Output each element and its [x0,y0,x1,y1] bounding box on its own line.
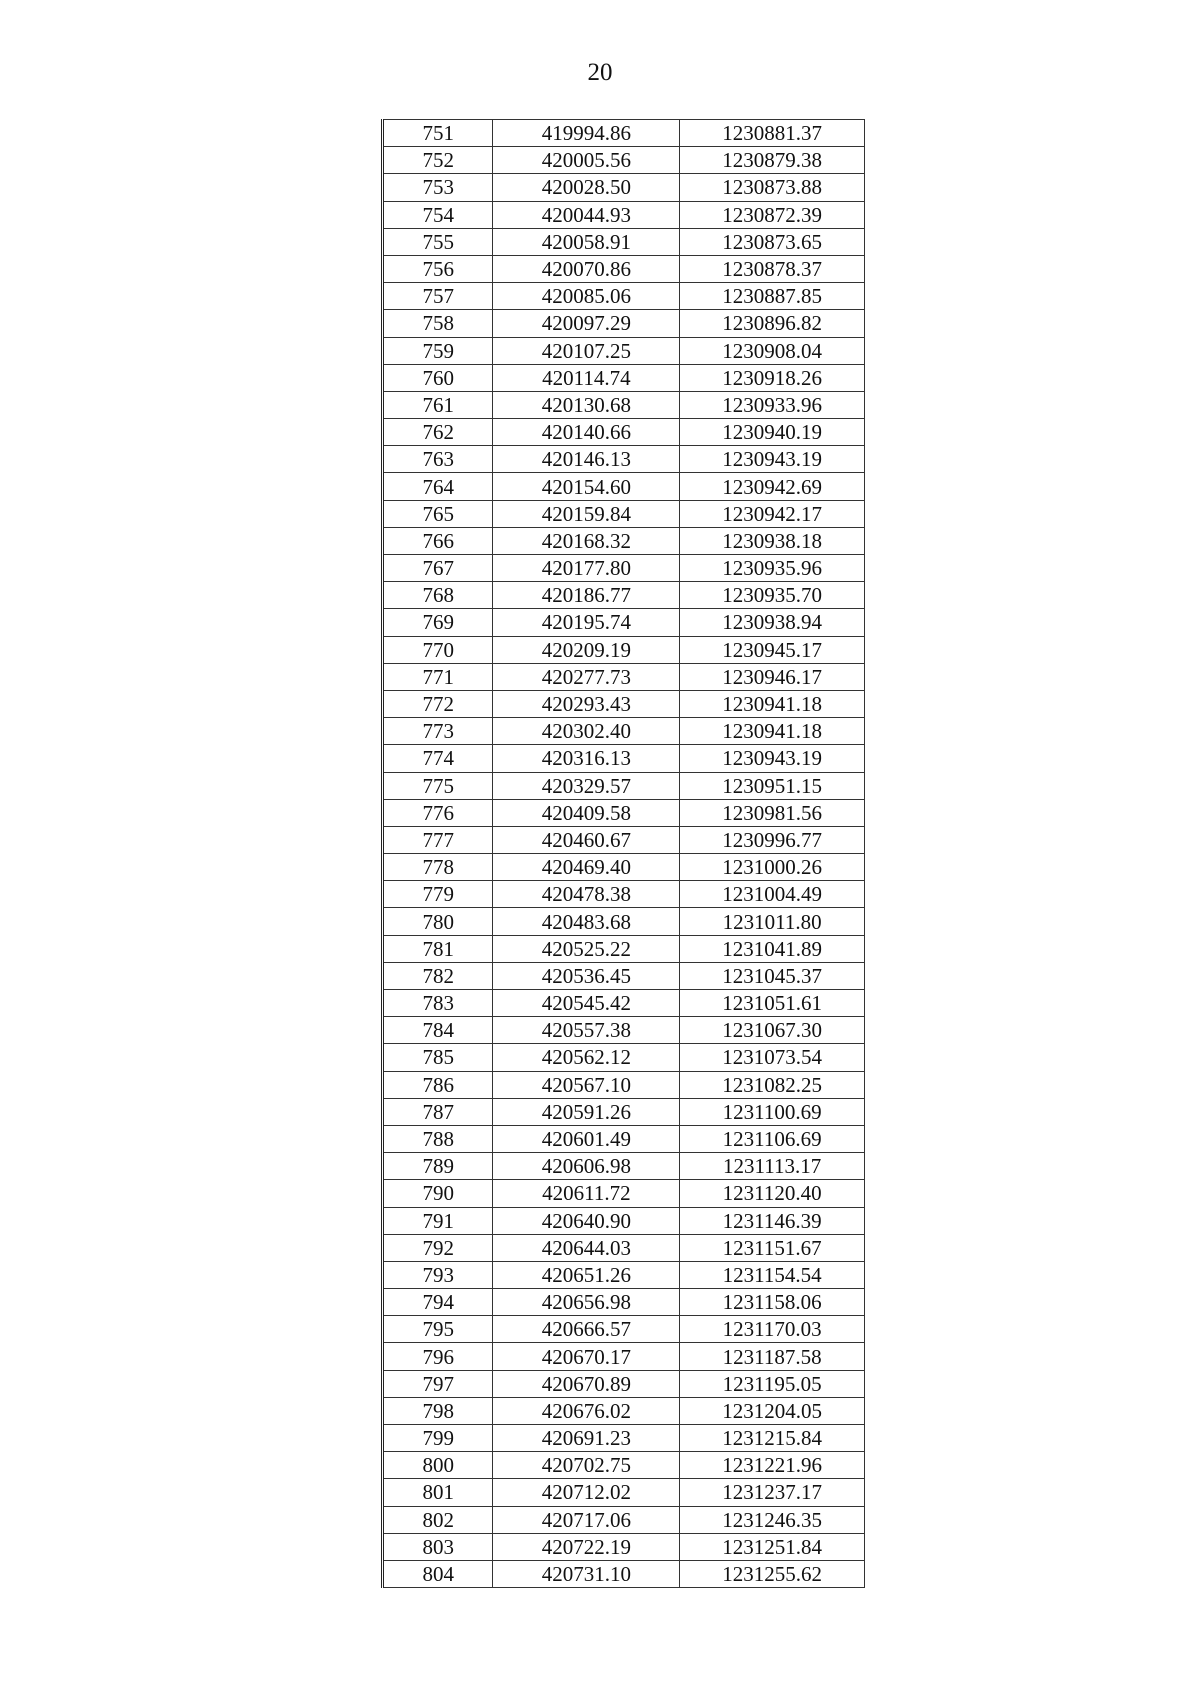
table-row [383,1370,865,1397]
point-number-cell: 785 [383,1044,493,1071]
y-coordinate-cell: 1231221.96 [680,1452,865,1479]
table-row [383,1044,865,1071]
table-row [383,1506,865,1533]
x-coordinate-cell: 420611.72 [493,1180,680,1207]
x-coordinate-cell: 420177.80 [493,555,680,582]
table-row [383,527,865,554]
x-coordinate-cell: 420722.19 [493,1533,680,1560]
x-coordinate-cell: 420702.75 [493,1452,680,1479]
x-coordinate-cell: 420731.10 [493,1560,680,1587]
y-coordinate-cell: 1230942.17 [680,500,865,527]
y-coordinate-cell: 1230941.18 [680,690,865,717]
point-number-cell: 792 [383,1234,493,1261]
point-number-cell: 798 [383,1397,493,1424]
table-row [383,745,865,772]
point-number-cell: 753 [383,174,493,201]
x-coordinate-cell: 420159.84 [493,500,680,527]
table-row [383,990,865,1017]
table-row [383,1316,865,1343]
y-coordinate-cell: 1230873.88 [680,174,865,201]
y-coordinate-cell: 1231100.69 [680,1098,865,1125]
point-number-cell: 764 [383,473,493,500]
table-row [383,473,865,500]
table-row [383,364,865,391]
point-number-cell: 797 [383,1370,493,1397]
point-number-cell: 803 [383,1533,493,1560]
x-coordinate-cell: 420717.06 [493,1506,680,1533]
y-coordinate-cell: 1230946.17 [680,663,865,690]
table-row [383,174,865,201]
x-coordinate-cell: 420670.17 [493,1343,680,1370]
x-coordinate-cell: 420606.98 [493,1153,680,1180]
table-row [383,419,865,446]
y-coordinate-cell: 1231045.37 [680,962,865,989]
point-number-cell: 763 [383,446,493,473]
y-coordinate-cell: 1230887.85 [680,283,865,310]
y-coordinate-cell: 1230938.94 [680,609,865,636]
point-number-cell: 762 [383,419,493,446]
point-number-cell: 773 [383,718,493,745]
x-coordinate-cell: 420545.42 [493,990,680,1017]
x-coordinate-cell: 420114.74 [493,364,680,391]
y-coordinate-cell: 1230872.39 [680,201,865,228]
x-coordinate-cell: 420601.49 [493,1125,680,1152]
x-coordinate-cell: 420140.66 [493,419,680,446]
table-row [383,636,865,663]
point-number-cell: 794 [383,1289,493,1316]
x-coordinate-cell: 420640.90 [493,1207,680,1234]
point-number-cell: 801 [383,1479,493,1506]
point-number-cell: 770 [383,636,493,663]
table-row [383,555,865,582]
table-row [383,1533,865,1560]
y-coordinate-cell: 1230873.65 [680,228,865,255]
y-coordinate-cell: 1230981.56 [680,799,865,826]
table-row [383,935,865,962]
y-coordinate-cell: 1231146.39 [680,1207,865,1234]
point-number-cell: 767 [383,555,493,582]
y-coordinate-cell: 1230896.82 [680,310,865,337]
x-coordinate-cell: 420058.91 [493,228,680,255]
point-number-cell: 759 [383,337,493,364]
y-coordinate-cell: 1231000.26 [680,854,865,881]
x-coordinate-cell: 420536.45 [493,962,680,989]
y-coordinate-cell: 1231255.62 [680,1560,865,1587]
table-row [383,881,865,908]
point-number-cell: 790 [383,1180,493,1207]
y-coordinate-cell: 1230935.96 [680,555,865,582]
x-coordinate-cell: 420591.26 [493,1098,680,1125]
table-row [383,446,865,473]
point-number-cell: 752 [383,147,493,174]
x-coordinate-cell: 420107.25 [493,337,680,364]
table-row [383,1397,865,1424]
y-coordinate-cell: 1230918.26 [680,364,865,391]
table-row [383,147,865,174]
table-row [383,962,865,989]
point-number-cell: 789 [383,1153,493,1180]
x-coordinate-cell: 420195.74 [493,609,680,636]
point-number-cell: 778 [383,854,493,881]
x-coordinate-cell: 420028.50 [493,174,680,201]
x-coordinate-cell: 420666.57 [493,1316,680,1343]
y-coordinate-cell: 1230942.69 [680,473,865,500]
page-number: 20 [587,59,613,86]
table-row [383,1234,865,1261]
table-row [383,1207,865,1234]
y-coordinate-cell: 1231051.61 [680,990,865,1017]
table-row [383,799,865,826]
y-coordinate-cell: 1231251.84 [680,1533,865,1560]
x-coordinate-cell: 420186.77 [493,582,680,609]
point-number-cell: 786 [383,1071,493,1098]
y-coordinate-cell: 1230881.37 [680,120,865,147]
y-coordinate-cell: 1231067.30 [680,1017,865,1044]
point-number-cell: 761 [383,391,493,418]
y-coordinate-cell: 1231204.05 [680,1397,865,1424]
y-coordinate-cell: 1231011.80 [680,908,865,935]
point-number-cell: 787 [383,1098,493,1125]
y-coordinate-cell: 1230941.18 [680,718,865,745]
table-row [383,1261,865,1288]
y-coordinate-cell: 1230951.15 [680,772,865,799]
table-row [383,310,865,337]
point-number-cell: 756 [383,255,493,282]
x-coordinate-cell: 420277.73 [493,663,680,690]
table-row [383,283,865,310]
y-coordinate-cell: 1230908.04 [680,337,865,364]
y-coordinate-cell: 1231004.49 [680,881,865,908]
x-coordinate-cell: 420130.68 [493,391,680,418]
y-coordinate-cell: 1231106.69 [680,1125,865,1152]
table-row [383,500,865,527]
point-number-cell: 795 [383,1316,493,1343]
point-number-cell: 769 [383,609,493,636]
point-number-cell: 758 [383,310,493,337]
point-number-cell: 772 [383,690,493,717]
x-coordinate-cell: 420483.68 [493,908,680,935]
table-row [383,609,865,636]
point-number-cell: 799 [383,1425,493,1452]
table-row [383,1180,865,1207]
y-coordinate-cell: 1230878.37 [680,255,865,282]
table-row [383,120,865,147]
y-coordinate-cell: 1230943.19 [680,745,865,772]
point-number-cell: 788 [383,1125,493,1152]
y-coordinate-cell: 1231041.89 [680,935,865,962]
point-number-cell: 774 [383,745,493,772]
point-number-cell: 755 [383,228,493,255]
x-coordinate-cell: 420656.98 [493,1289,680,1316]
point-number-cell: 766 [383,527,493,554]
point-number-cell: 791 [383,1207,493,1234]
point-number-cell: 782 [383,962,493,989]
table-row [383,908,865,935]
point-number-cell: 777 [383,826,493,853]
table-row [383,1017,865,1044]
table-row [383,255,865,282]
coordinates-table-body [383,120,865,1588]
x-coordinate-cell: 420097.29 [493,310,680,337]
table-row [383,826,865,853]
table-row [383,582,865,609]
y-coordinate-cell: 1230940.19 [680,419,865,446]
point-number-cell: 780 [383,908,493,935]
x-coordinate-cell: 420644.03 [493,1234,680,1261]
point-number-cell: 754 [383,201,493,228]
x-coordinate-cell: 420469.40 [493,854,680,881]
y-coordinate-cell: 1231113.17 [680,1153,865,1180]
x-coordinate-cell: 420005.56 [493,147,680,174]
y-coordinate-cell: 1231246.35 [680,1506,865,1533]
y-coordinate-cell: 1231195.05 [680,1370,865,1397]
y-coordinate-cell: 1231170.03 [680,1316,865,1343]
table-row [383,1479,865,1506]
y-coordinate-cell: 1230996.77 [680,826,865,853]
y-coordinate-cell: 1231120.40 [680,1180,865,1207]
x-coordinate-cell: 420562.12 [493,1044,680,1071]
point-number-cell: 751 [383,120,493,147]
y-coordinate-cell: 1230945.17 [680,636,865,663]
x-coordinate-cell: 420676.02 [493,1397,680,1424]
point-number-cell: 796 [383,1343,493,1370]
x-coordinate-cell: 420146.13 [493,446,680,473]
x-coordinate-cell: 420460.67 [493,826,680,853]
point-number-cell: 775 [383,772,493,799]
y-coordinate-cell: 1231082.25 [680,1071,865,1098]
x-coordinate-cell: 419994.86 [493,120,680,147]
point-number-cell: 793 [383,1261,493,1288]
table-row [383,337,865,364]
point-number-cell: 757 [383,283,493,310]
y-coordinate-cell: 1231215.84 [680,1425,865,1452]
table-row [383,772,865,799]
y-coordinate-cell: 1231151.67 [680,1234,865,1261]
x-coordinate-cell: 420070.86 [493,255,680,282]
table-row [383,718,865,745]
point-number-cell: 765 [383,500,493,527]
x-coordinate-cell: 420329.57 [493,772,680,799]
point-number-cell: 800 [383,1452,493,1479]
table-row [383,1425,865,1452]
point-number-cell: 779 [383,881,493,908]
point-number-cell: 776 [383,799,493,826]
point-number-cell: 768 [383,582,493,609]
x-coordinate-cell: 420168.32 [493,527,680,554]
y-coordinate-cell: 1231237.17 [680,1479,865,1506]
y-coordinate-cell: 1230943.19 [680,446,865,473]
x-coordinate-cell: 420409.58 [493,799,680,826]
point-number-cell: 804 [383,1560,493,1587]
x-coordinate-cell: 420293.43 [493,690,680,717]
point-number-cell: 760 [383,364,493,391]
y-coordinate-cell: 1230938.18 [680,527,865,554]
x-coordinate-cell: 420557.38 [493,1017,680,1044]
x-coordinate-cell: 420525.22 [493,935,680,962]
table-row [383,1125,865,1152]
x-coordinate-cell: 420316.13 [493,745,680,772]
table-row [383,1343,865,1370]
table-row [383,201,865,228]
x-coordinate-cell: 420712.02 [493,1479,680,1506]
y-coordinate-cell: 1231073.54 [680,1044,865,1071]
x-coordinate-cell: 420670.89 [493,1370,680,1397]
table-row [383,690,865,717]
x-coordinate-cell: 420154.60 [493,473,680,500]
table-row [383,1098,865,1125]
x-coordinate-cell: 420085.06 [493,283,680,310]
table-row [383,1071,865,1098]
table-row [383,228,865,255]
table-row [383,1452,865,1479]
point-number-cell: 781 [383,935,493,962]
y-coordinate-cell: 1231158.06 [680,1289,865,1316]
table-row [383,663,865,690]
point-number-cell: 784 [383,1017,493,1044]
table-row [383,391,865,418]
x-coordinate-cell: 420691.23 [493,1425,680,1452]
y-coordinate-cell: 1230879.38 [680,147,865,174]
y-coordinate-cell: 1230935.70 [680,582,865,609]
x-coordinate-cell: 420044.93 [493,201,680,228]
y-coordinate-cell: 1230933.96 [680,391,865,418]
point-number-cell: 783 [383,990,493,1017]
table-row [383,1289,865,1316]
table-row [383,1560,865,1587]
x-coordinate-cell: 420478.38 [493,881,680,908]
y-coordinate-cell: 1231187.58 [680,1343,865,1370]
x-coordinate-cell: 420567.10 [493,1071,680,1098]
y-coordinate-cell: 1231154.54 [680,1261,865,1288]
table-row [383,1153,865,1180]
point-number-cell: 802 [383,1506,493,1533]
coordinates-table [381,119,865,1588]
x-coordinate-cell: 420302.40 [493,718,680,745]
x-coordinate-cell: 420651.26 [493,1261,680,1288]
point-number-cell: 771 [383,663,493,690]
table-row [383,854,865,881]
x-coordinate-cell: 420209.19 [493,636,680,663]
